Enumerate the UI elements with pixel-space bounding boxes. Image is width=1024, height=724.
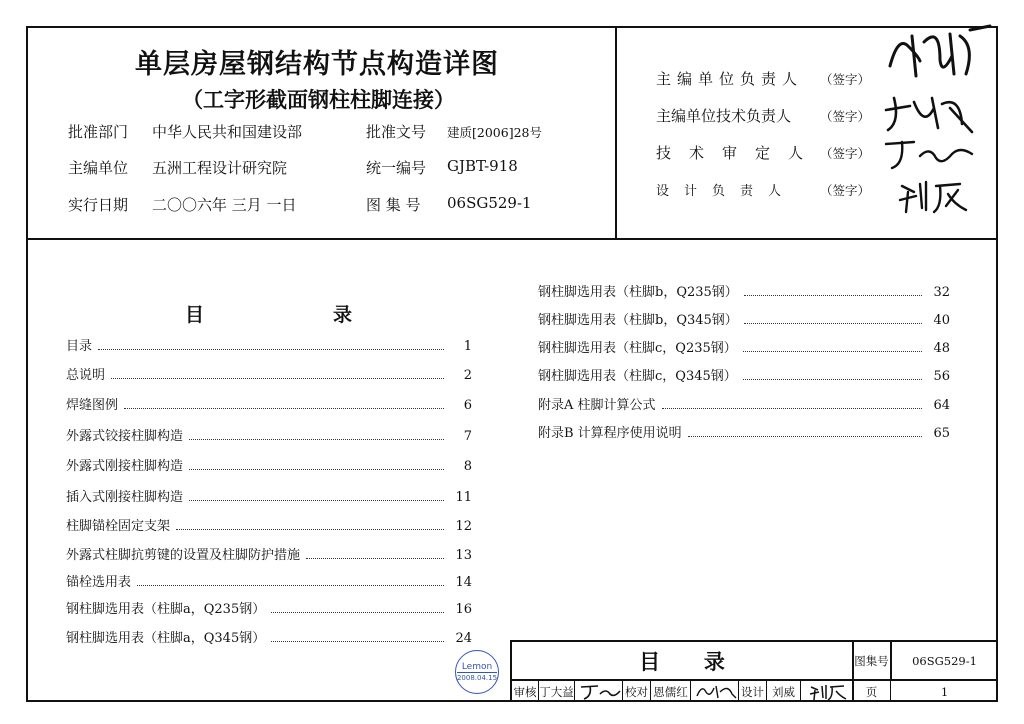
- toc-item-page: 40: [933, 313, 950, 328]
- toc-item-page: 1: [463, 339, 472, 354]
- toc-item[interactable]: [538, 308, 950, 328]
- toc-item-label: 外露式柱脚抗剪键的设置及柱脚防护措施: [66, 548, 301, 563]
- toc-item-label: 插入式刚接柱脚构造: [66, 490, 184, 505]
- toc-item-page: 12: [455, 519, 472, 534]
- toc-leader: [189, 468, 444, 470]
- approval-stamp: [455, 650, 499, 694]
- toc-leader: [688, 435, 922, 437]
- design-label: 设计: [741, 684, 764, 699]
- serial-number: GJBT-918: [447, 157, 518, 175]
- page-title: 单层房屋钢结构节点构造详图: [135, 49, 499, 80]
- toc-leader: [306, 557, 444, 559]
- toc-item[interactable]: [66, 543, 472, 563]
- toc-item[interactable]: [66, 570, 472, 590]
- signature-mark-3: [880, 134, 980, 174]
- sign-role-4: 设计负责人: [656, 184, 797, 199]
- toc-item[interactable]: [538, 364, 950, 384]
- approval-doc-label: 批准文号: [366, 123, 427, 141]
- toc-leader: [189, 499, 444, 501]
- review-label: 审核: [513, 684, 537, 699]
- title-block-atlas-no: 06SG529-1: [912, 653, 977, 668]
- atlas-number: 06SG529-1: [447, 194, 532, 212]
- toc-item-label: 总说明: [66, 368, 106, 383]
- toc-item-page: 48: [933, 341, 950, 356]
- toc-item[interactable]: [538, 280, 950, 300]
- toc-item-page: 14: [455, 575, 472, 590]
- sign-note-4: （签字）: [820, 183, 871, 198]
- effective-date: 二〇〇六年 三月 一日: [152, 196, 297, 214]
- sign-note-2: （签字）: [820, 109, 871, 124]
- toc-leader: [111, 377, 444, 379]
- toc-leader: [271, 611, 444, 613]
- toc-item[interactable]: [66, 597, 472, 617]
- reviewer-signature: [578, 682, 622, 702]
- toc-item-label: 焊缝图例: [66, 398, 119, 413]
- effective-date-label: 实行日期: [68, 196, 129, 214]
- toc-item-label: 附录A 柱脚计算公式: [538, 398, 656, 413]
- toc-item[interactable]: [66, 454, 472, 474]
- checker-name: 恩儒红: [653, 684, 688, 699]
- toc-item-page: 2: [463, 368, 472, 383]
- toc-item[interactable]: [538, 393, 950, 413]
- toc-item-label: 锚栓选用表: [66, 575, 132, 590]
- title-block-drawing-title: 目 录: [639, 648, 725, 674]
- title-block-rule: [690, 680, 691, 702]
- toc-item-label: 钢柱脚选用表（柱脚a，Q345钢）: [66, 631, 266, 646]
- toc-item-label: 外露式铰接柱脚构造: [66, 429, 184, 444]
- toc-item[interactable]: [538, 421, 950, 441]
- designer-name: 刘威: [772, 684, 795, 699]
- toc-leader: [176, 528, 444, 530]
- toc-item-page: 64: [933, 398, 950, 413]
- toc-item-label: 目录: [66, 339, 93, 354]
- toc-title-left: 目: [185, 304, 205, 326]
- toc-leader: [189, 438, 444, 440]
- stamp-date: 2008.04.15: [456, 673, 498, 682]
- editor-unit: 五洲工程设计研究院: [152, 159, 288, 177]
- toc-item-page: 16: [455, 602, 472, 617]
- toc-leader: [744, 322, 922, 324]
- toc-leader: [137, 584, 444, 586]
- reviewer-name: 丁大益: [539, 684, 574, 699]
- signature-mark-1: [880, 16, 1000, 86]
- toc-leader: [98, 348, 444, 350]
- check-label: 校对: [625, 684, 648, 699]
- approval-doc: 建质[2006]28号: [447, 125, 542, 140]
- stamp-name: Lemon: [461, 661, 493, 672]
- toc-leader: [271, 640, 444, 642]
- title-block-rule: [800, 680, 801, 702]
- toc-item-label: 柱脚锚栓固定支架: [66, 519, 171, 534]
- toc-item-label: 附录B 计算程序使用说明: [538, 426, 682, 441]
- designer-signature: [808, 682, 848, 702]
- toc-item-page: 8: [463, 459, 472, 474]
- toc-item-label: 钢柱脚选用表（柱脚a，Q235钢）: [66, 602, 266, 617]
- header-divider: [615, 26, 617, 239]
- sign-role-1: 主编单位负责人: [656, 70, 804, 88]
- toc-leader: [743, 350, 922, 352]
- toc-leader: [124, 407, 444, 409]
- checker-signature: [694, 682, 738, 702]
- toc-item-page: 13: [455, 548, 472, 563]
- toc-item-page: 11: [455, 490, 472, 505]
- toc-leader: [662, 407, 922, 409]
- sign-note-3: （签字）: [820, 146, 871, 161]
- toc-item-label: 钢柱脚选用表（柱脚b，Q345钢）: [538, 313, 738, 328]
- toc-item-page: 7: [463, 429, 472, 444]
- approval-dept-label: 批准部门: [68, 123, 129, 141]
- toc-item[interactable]: [66, 424, 472, 444]
- toc-item-page: 65: [933, 426, 950, 441]
- signature-mark-2: [880, 88, 980, 138]
- toc-leader: [743, 378, 922, 380]
- serial-label: 统一编号: [366, 159, 427, 177]
- toc-item[interactable]: [66, 363, 472, 383]
- approval-dept: 中华人民共和国建设部: [152, 123, 303, 141]
- toc-item[interactable]: [66, 334, 472, 354]
- page-number: 1: [940, 684, 949, 699]
- sign-note-1: （签字）: [820, 72, 871, 87]
- toc-item[interactable]: [66, 514, 472, 534]
- toc-item-label: 钢柱脚选用表（柱脚c，Q235钢）: [538, 341, 737, 356]
- toc-item-label: 外露式刚接柱脚构造: [66, 459, 184, 474]
- toc-leader: [744, 294, 922, 296]
- toc-item-label: 钢柱脚选用表（柱脚b，Q235钢）: [538, 285, 738, 300]
- toc-item[interactable]: [66, 485, 472, 505]
- sign-role-2: 主编单位技术负责人: [656, 107, 792, 125]
- toc-item[interactable]: [538, 336, 950, 356]
- toc-title-right: 录: [333, 304, 353, 326]
- toc-item[interactable]: [66, 393, 472, 413]
- toc-item-page: 24: [455, 631, 472, 646]
- toc-item-page: 6: [463, 398, 472, 413]
- toc-item-page: 32: [933, 285, 950, 300]
- toc-item[interactable]: [66, 626, 472, 646]
- signature-mark-4: [896, 176, 976, 216]
- page-label: 页: [865, 684, 878, 699]
- sign-role-3: 技术审定人: [656, 144, 822, 162]
- toc-item-page: 56: [933, 369, 950, 384]
- toc-item-label: 钢柱脚选用表（柱脚c，Q345钢）: [538, 369, 737, 384]
- editor-unit-label: 主编单位: [68, 159, 129, 177]
- page-subtitle: （工字形截面钢柱柱脚连接）: [182, 87, 455, 112]
- header-bottom-rule: [26, 238, 998, 240]
- title-block-atlas-label: 图集号: [854, 653, 889, 668]
- atlas-no-label: 图 集 号: [366, 196, 421, 214]
- title-block-rule: [574, 680, 575, 702]
